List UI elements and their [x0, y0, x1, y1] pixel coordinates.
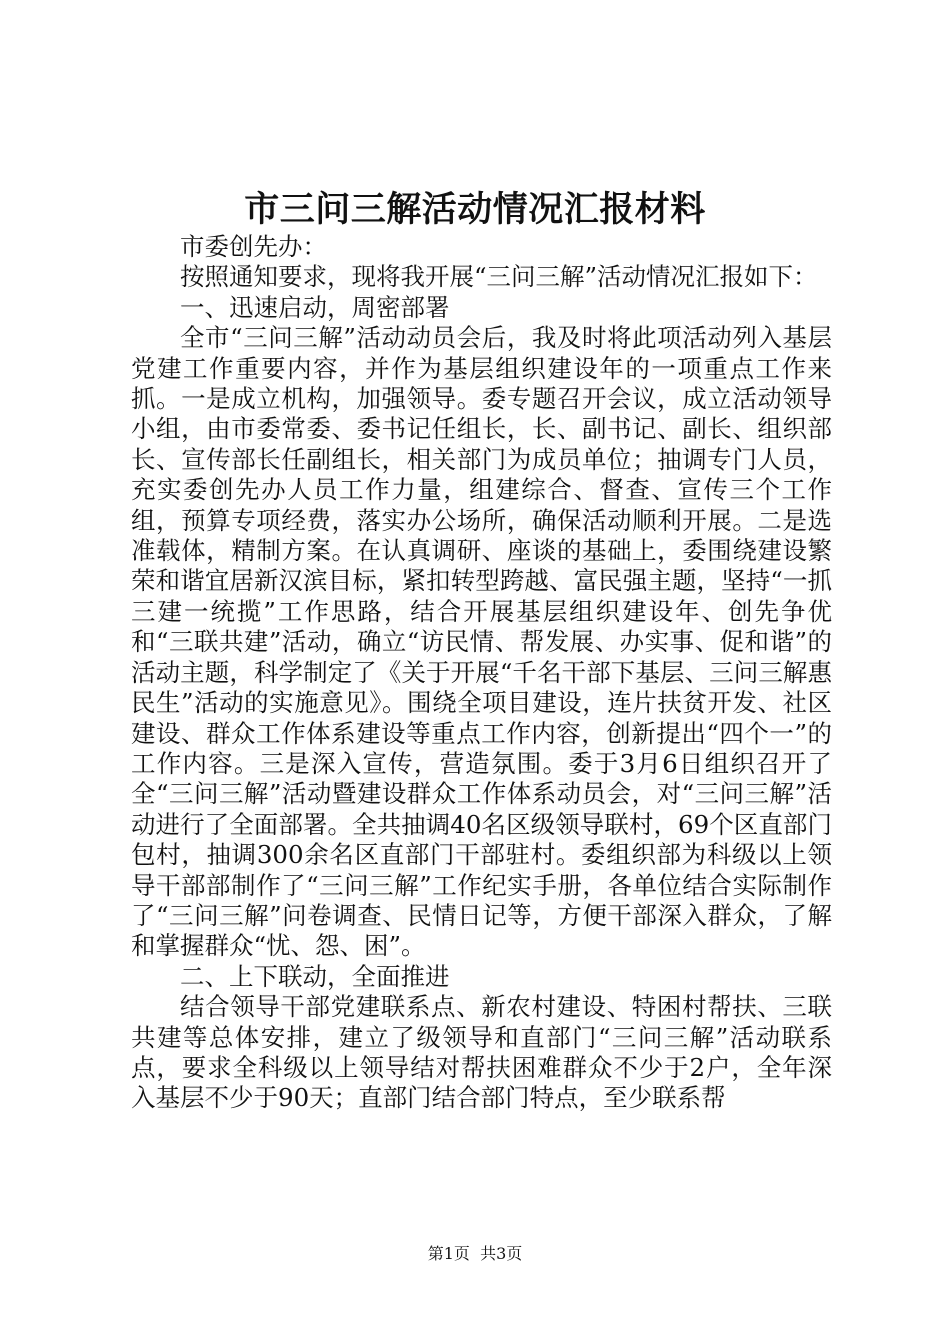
page-number-footer: 第1页 共3页 [427, 1244, 523, 1263]
salutation: 市委创先办： [180, 232, 327, 261]
section-2-paragraph: 结合领导干部党建联系点、新农村建设、特困村帮扶、三联共建等总体安排，建立了级领导和直部门“三问三解”活动联系点，要求全科级以上领导结对帮扶困难群众不少于2户，全年深入基层不少于90天；直部门结合部门特点，至少联系帮 [131, 992, 832, 1113]
intro-paragraph: 按照通知要求，现将我开展“三问三解”活动情况汇报如下： [180, 262, 818, 292]
section-1-paragraph: 全市“三问三解”活动动员会后，我及时将此项活动列入基层党建工作重要内容，并作为基层组织建设年的一项重点工作来抓。一是成立机构，加强领导。委专题召开会议，成立活动领导小组，由市委常委、委书记任组长，长、副书记、副长、组织部长、宣传部长任副组长，相关部门为成员单位；抽调专门人员，充实委创先办人员工作力量，组建综合、督查、宣传三个工作组，预算专项经费，落实办公场所，确保活动顺利开展。二是选准载体，精制方案。在认真调研、座谈的基础上，委围绕建设繁荣和谐宜居新汉滨目标，紧扣转型跨越、富民强主题，坚持“一抓三建一统揽”工作思路，结合开展基层组织建设年、创先争优和“三联共建”活动，确立“访民情、帮发展、办实事、促和谐”的活动主题，科学制定了《关于开展“千名干部下基层、三问三解惠民生”活动的实施意见》。围绕全项目建设，连片扶贫开发、社区建设、群众工作体系建设等重点工作内容，创新提出“四个一”的工作内容。三是深入宣传，营造氛围。委于3月6日组织召开了全“三问三解”活动暨建设群众工作体系动员会，对“三问三解”活动进行了全面部署。全共抽调40名区级领导联村，69个区直部门包村，抽调300余名区直部门干部驻村。委组织部为科级以上领导干部部制作了“三问三解”工作纪实手册，各单位结合实际制作了“三问三解”问卷调查、民情日记等，方便干部深入群众，了解和掌握群众“忧、怨、困”。 [131, 323, 832, 961]
document-title: 市三问三解活动情况汇报材料 [244, 189, 706, 230]
section-heading-1: 一、迅速启动，周密部署 [180, 292, 450, 322]
document-body [131, 232, 832, 1114]
section-heading-2: 二、上下联动，全面推进 [180, 961, 450, 991]
